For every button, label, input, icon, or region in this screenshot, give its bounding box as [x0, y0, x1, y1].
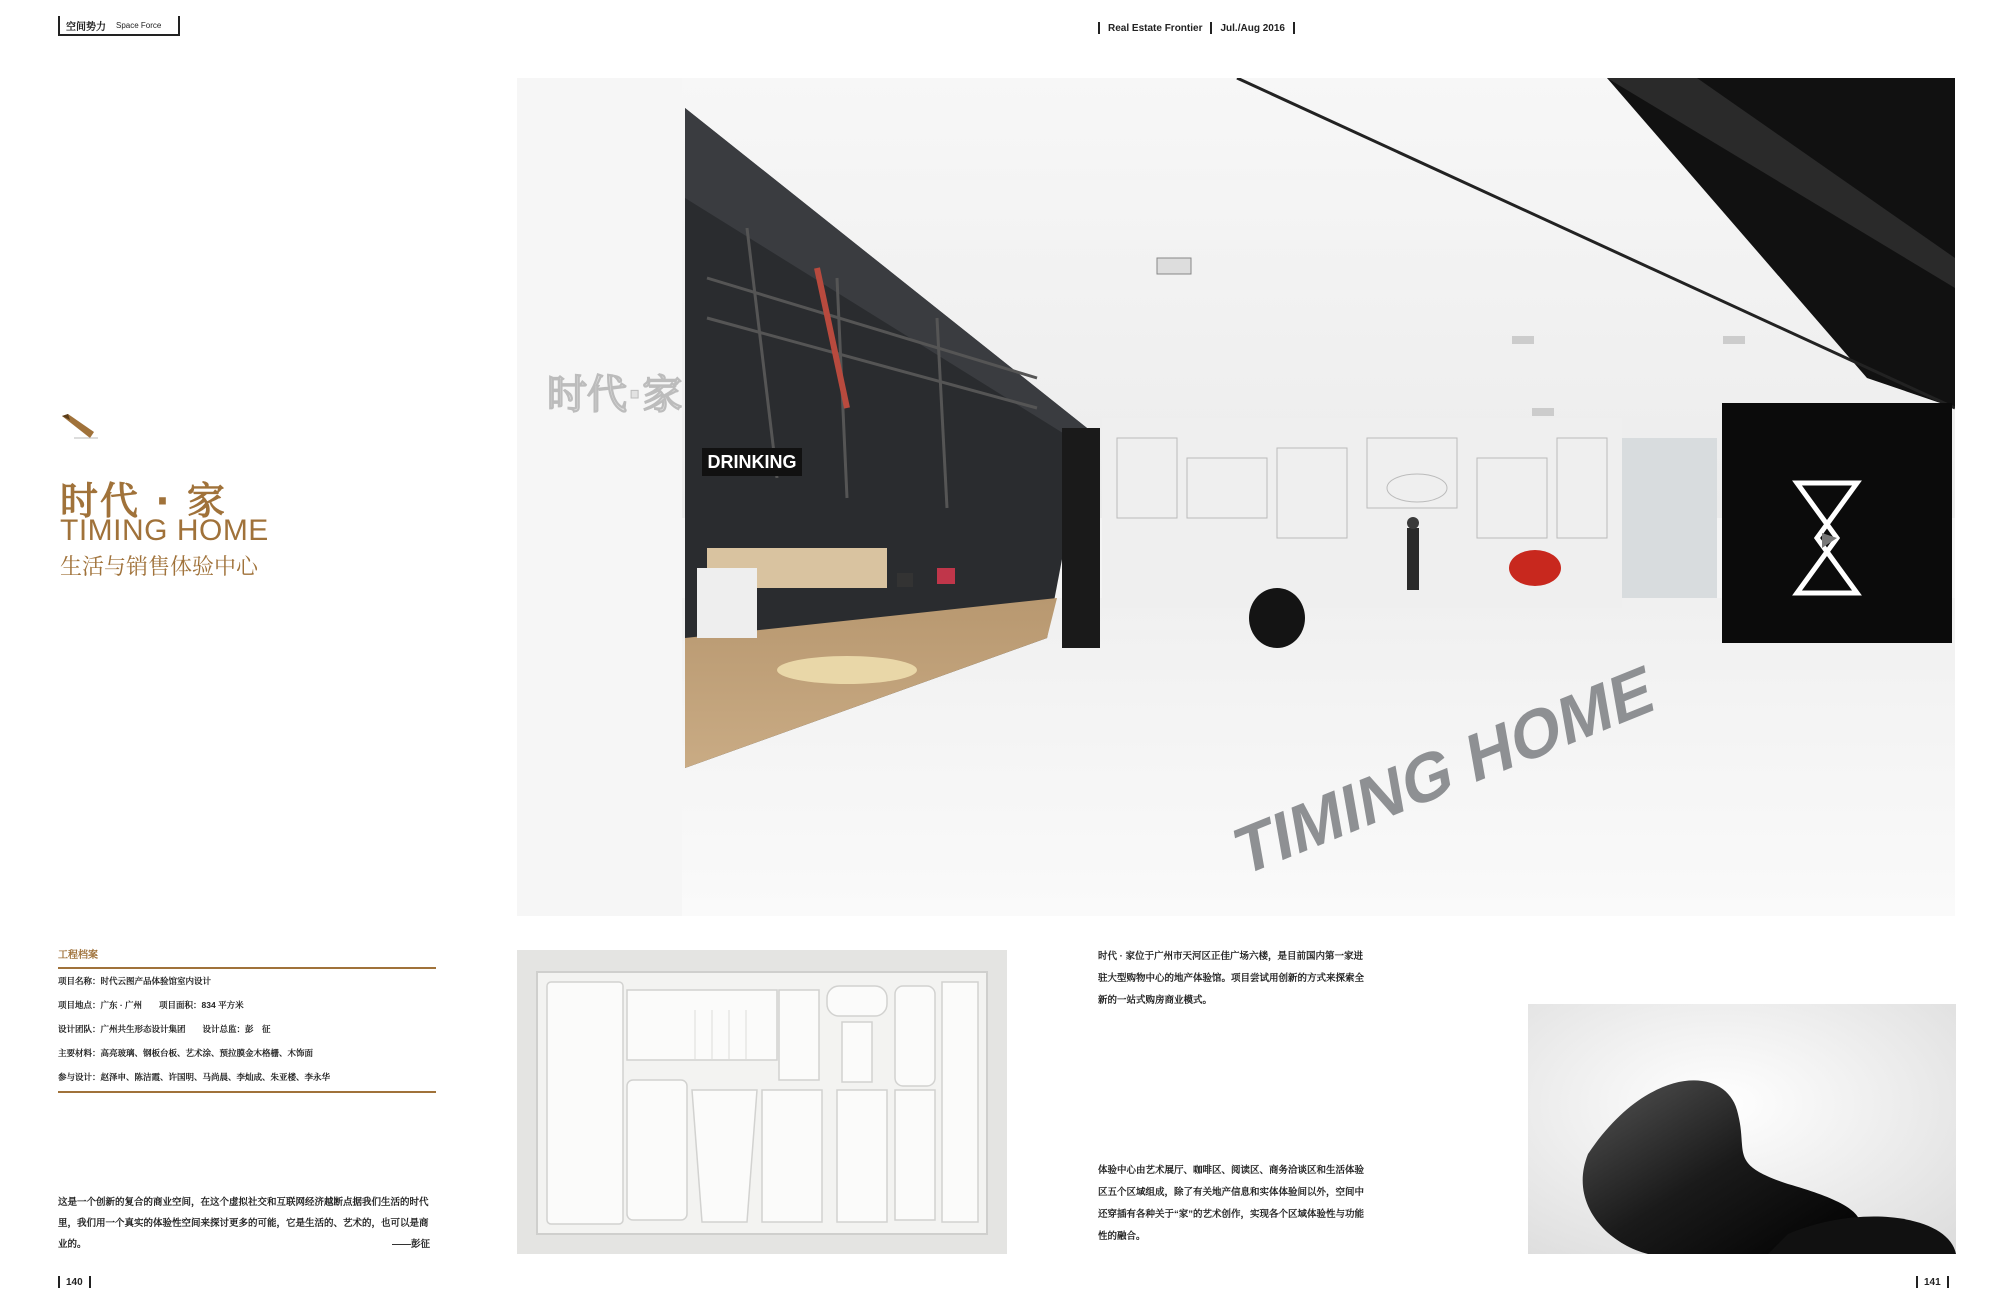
designer-quote [58, 1192, 430, 1255]
info-row: 设计团队：广州共生形态设计集团 设计总监：彭 征 [58, 1024, 271, 1034]
title-chinese: 时代 · 家 [60, 479, 227, 523]
info-row: 参与设计：赵泽申、陈洁霞、许国明、马尚晨、李灿成、朱亚楼、李永华 [58, 1072, 331, 1082]
section-title-zh: 空间势力 [66, 21, 106, 33]
spun-chair-photo [1528, 1004, 1956, 1254]
main-interior-photo [517, 78, 1955, 916]
page-number-right [1916, 1276, 1949, 1288]
page-number: 140 [66, 1276, 83, 1288]
magazine-header [1098, 22, 1295, 34]
pen-icon [60, 412, 100, 440]
shelf-art-photo [517, 950, 1007, 1254]
title-english: TIMING HOME [60, 514, 269, 547]
info-row: 主要材料：高亮玻璃、钢板台板、艺术涂、预拉膜金木格栅、木饰面 [58, 1048, 314, 1058]
body-paragraph-2: 体验中心由艺术展厅、咖啡区、阅读区、商务洽谈区和生活体验区五个区域组成，除了有关地产信息和实体体验间以外，空间中还穿插有各种关于“家”的艺术创作，实现各个区域体验性与功能性的融合。 [1098, 1165, 1365, 1242]
info-row: 项目名称：时代云图产品体验馆室内设计 [58, 976, 212, 986]
drinking-sign: DRINKING [707, 452, 797, 472]
body-paragraph-1: 时代 · 家位于广州市天河区正佳广场六楼，是目前国内第一家进驻大型购物中心的地产体验馆。项目尝试用创新的方式来探索全新的一站式购房商业模式。 [1098, 951, 1365, 1006]
info-divider [58, 1091, 436, 1093]
page-number: 141 [1924, 1276, 1941, 1288]
wall-sign: 时代·家 [547, 372, 683, 418]
page-number-left [58, 1276, 91, 1288]
magazine-name: Real Estate Frontier [1108, 22, 1203, 34]
quote-signature: ——彭征 [391, 1239, 430, 1250]
info-row: 项目地点：广东 · 广州 项目面积：834 平方米 [58, 1000, 244, 1010]
project-info-heading: 工程档案 [58, 946, 436, 969]
project-info [58, 946, 436, 1093]
floor-lettering: TIMING HOME [1230, 650, 1659, 892]
issue-date: Jul./Aug 2016 [1220, 22, 1285, 34]
section-header [58, 16, 180, 36]
section-title-en: Space Force [116, 20, 162, 30]
quote-text: 这是一个创新的复合的商业空间，在这个虚拟社交和互联网经济越断点据我们生活的时代里，我们用一个真实的体验性空间来探讨更多的可能，它是生活的、艺术的，也可以是商业的。 [58, 1197, 429, 1250]
title-subtitle: 生活与销售体验中心 [60, 555, 259, 580]
